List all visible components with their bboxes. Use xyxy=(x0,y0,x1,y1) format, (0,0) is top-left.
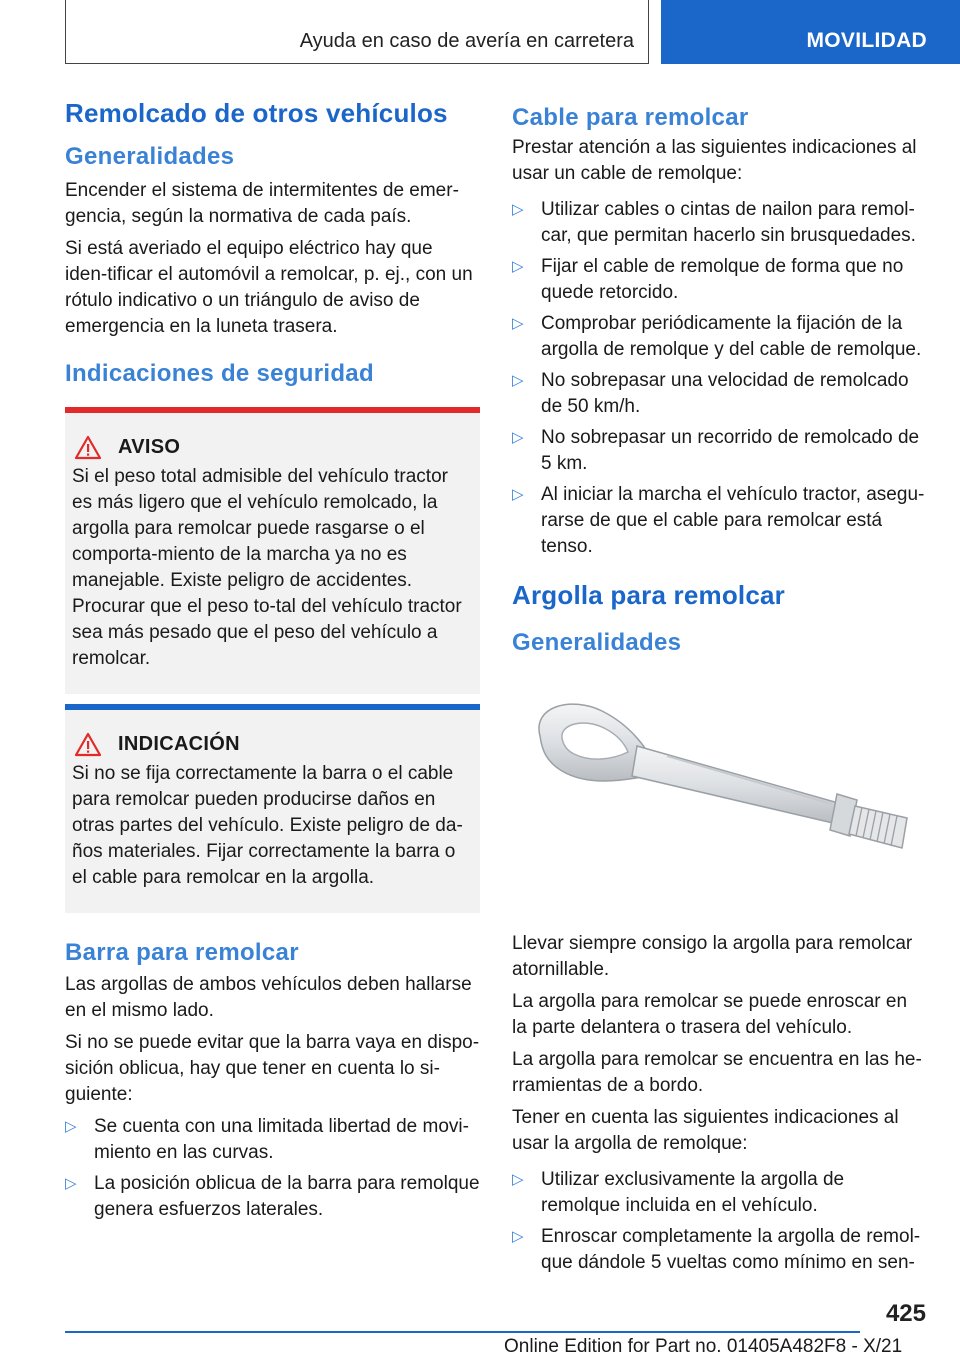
warning-triangle-icon xyxy=(74,732,102,757)
tow-bar-paragraph-1: Las argollas de ambos vehículos deben hallarse en el mismo lado. xyxy=(65,973,472,1021)
info-text: Si no se fija correctamente la barra o el cable para remolcar pueden producirse daños en otras partes del vehículo. Existe peligro de da-ños materiales. Fijar correctamente la barra o el cable para remolcar en la argolla. xyxy=(72,762,463,888)
bullet-icon: ▷ xyxy=(512,1170,524,1188)
page-header xyxy=(0,0,960,66)
section-tab xyxy=(661,0,960,64)
list-item: ▷ Se cuenta con una limitada libertad de movi-miento en las curvas. xyxy=(65,1115,469,1163)
section-label: MOVILIDAD xyxy=(806,29,927,52)
tow-cable-intro: Prestar atención a las siguientes indicaciones al usar un cable de remolque: xyxy=(512,136,917,184)
tow-eye-paragraph-1: Llevar siempre consigo la argolla para remolcar atornillable. xyxy=(512,932,913,980)
bullet-icon: ▷ xyxy=(512,1227,524,1245)
bullet-icon: ▷ xyxy=(512,200,524,218)
info-notice xyxy=(65,704,480,913)
footer-edition: Online Edition for Part no. 01405A482F8 - X/21 xyxy=(504,1336,903,1357)
list-item: ▷ Comprobar periódicamente la fijación de la argolla de remolque y del cable de remolque. xyxy=(512,312,922,360)
right-column xyxy=(512,104,925,1281)
bullet-icon: ▷ xyxy=(512,314,524,332)
left-column xyxy=(65,98,480,1228)
list-item: ▷ No sobrepasar un recorrido de remolcado de 5 km. xyxy=(512,426,920,474)
list-item: ▷ Fijar el cable de remolque de forma que no quede retorcido. xyxy=(512,255,904,303)
tow-eye-general-heading: Generalidades xyxy=(512,628,682,656)
tow-eye-list xyxy=(512,1167,925,1276)
tow-bar-heading: Barra para remolcar xyxy=(65,938,299,966)
chapter-tab xyxy=(65,0,649,64)
tow-bar-list xyxy=(65,1114,480,1223)
tow-bar-paragraph-2: Si no se puede evitar que la barra vaya en dispo-sición oblicua, hay que tener en cuenta lo si-guiente: xyxy=(65,1031,480,1105)
warning-text: Si el peso total admisible del vehículo tractor es más ligero que el vehículo remolcado, la argolla para remolcar puede rasgarse o el comporta-miento de la marcha ya no es manejable. Existe peligro de accidentes. Procurar que el peso to-tal del vehículo tractor sea más pesado que el peso del vehículo a remolcar. xyxy=(72,465,462,669)
bullet-icon: ▷ xyxy=(512,257,524,275)
bullet-icon: ▷ xyxy=(512,371,524,389)
general-paragraph-1: Encender el sistema de intermitentes de emer-gencia, según la normativa de cada país. xyxy=(65,179,459,227)
list-item: ▷ Enroscar completamente la argolla de remol-que dándole 5 vueltas como mínimo en sen- xyxy=(512,1225,921,1273)
page-number: 425 xyxy=(885,1300,926,1327)
bullet-icon: ▷ xyxy=(65,1174,77,1192)
footer-divider xyxy=(65,1331,860,1333)
warning-title: AVISO xyxy=(118,435,181,458)
general-heading: Generalidades xyxy=(65,143,235,171)
tow-eye-paragraph-2: La argolla para remolcar se puede enroscar en la parte delantera o trasera del vehículo. xyxy=(512,990,908,1038)
list-item: ▷ La posición oblicua de la barra para remolque genera esfuerzos laterales. xyxy=(65,1172,480,1220)
general-paragraph-2: Si está averiado el equipo eléctrico hay que iden-tificar el automóvil a remolcar, p. ej., con un rótulo indicativo o un triángulo de aviso de emergencia en la luneta trasera. xyxy=(65,237,473,337)
list-item: ▷ Utilizar cables o cintas de nailon para remol-car, que permitan hacerlo sin brusquedades. xyxy=(512,198,916,246)
chapter-title: Ayuda en caso de avería en carretera xyxy=(299,30,634,52)
list-item: ▷ Al iniciar la marcha el vehículo tractor, asegu-rarse de que el cable para remolcar está tenso. xyxy=(512,483,925,557)
list-item: ▷ No sobrepasar una velocidad de remolcado de 50 km/h. xyxy=(512,369,909,417)
tow-cable-heading: Cable para remolcar xyxy=(512,104,749,131)
info-title: INDICACIÓN xyxy=(118,732,240,755)
bullet-icon: ▷ xyxy=(65,1117,77,1135)
tow-eye-image xyxy=(512,676,925,912)
bullet-icon: ▷ xyxy=(512,485,524,503)
tow-eye-paragraph-4: Tener en cuenta las siguientes indicaciones al usar la argolla de remolque: xyxy=(512,1106,899,1154)
warning-triangle-icon xyxy=(74,435,102,460)
warning-notice xyxy=(65,407,480,694)
tow-eye-paragraph-3: La argolla para remolcar se encuentra en las he-rramientas de a bordo. xyxy=(512,1048,922,1096)
safety-heading: Indicaciones de seguridad xyxy=(65,359,374,387)
tow-eye-heading: Argolla para remolcar xyxy=(512,579,785,610)
list-item: ▷ Utilizar exclusivamente la argolla de remolque incluida en el vehículo. xyxy=(512,1168,845,1216)
towing-other-vehicles-heading: Remolcado de otros vehículos xyxy=(65,98,448,128)
bullet-icon: ▷ xyxy=(512,428,524,446)
tow-cable-list xyxy=(512,197,925,560)
